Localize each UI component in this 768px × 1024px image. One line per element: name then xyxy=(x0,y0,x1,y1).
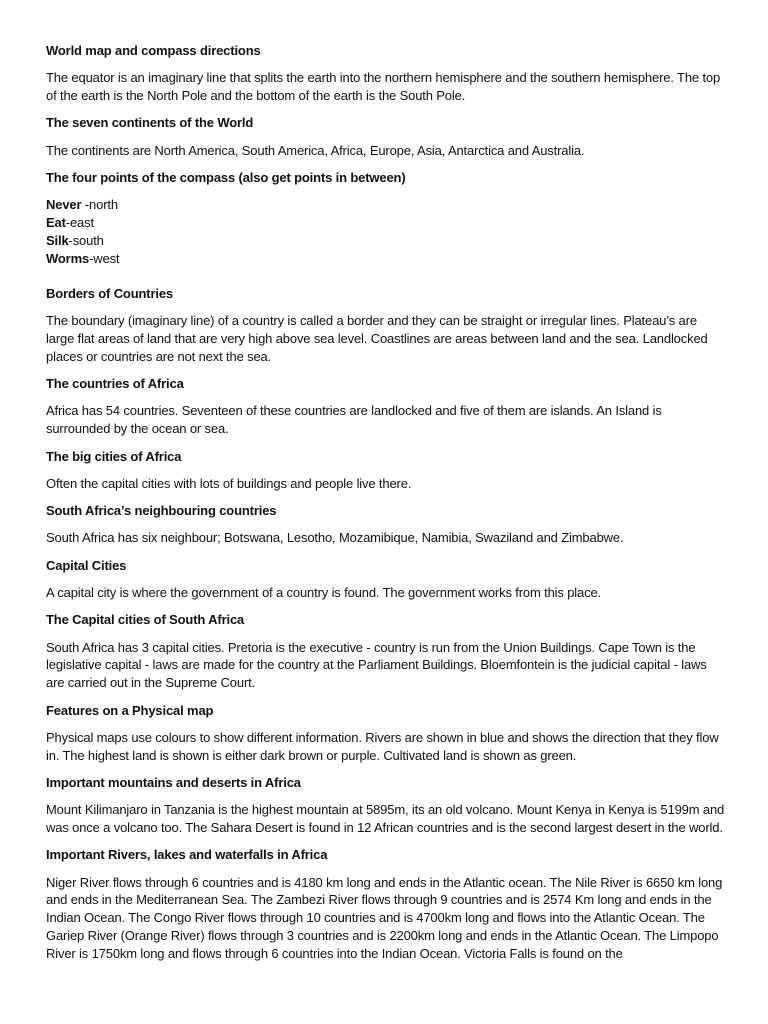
section-heading: South Africa’s neighbouring countries xyxy=(46,503,277,519)
section-heading: The Capital cities of South Africa xyxy=(46,612,245,628)
section-paragraph: Niger River flows through 6 countries and is 4180 km long and ends in the Atlantic ocean. The Nile River is 6650 km long and ends in the Mediterranean Sea. The Zambezi River flows through 9 countries and is 2574 Km long and ends in the Indian Ocean. The Congo River flows through 10 countries and is 4700km long and flows into the Atlantic Ocean. The Gariep River (Orange River) flows through 3 countries and is 2200km long and ends in the Atlantic Ocean. The Limpopo River is 1750km long and flows through 6 countries into the Indian Ocean. Victoria Falls is found on the xyxy=(46,874,723,961)
section-paragraph: Mount Kilimanjaro in Tanzania is the highest mountain at 5895m, its an old volcano. Mount Kenya in Kenya is 5199m and was once a volcano too. The Sahara Desert is found in 12 African countries and is the second largest desert in the world. xyxy=(46,802,725,835)
section-paragraph: A capital city is where the government of a country is found. The government works from this place. xyxy=(46,585,602,601)
section-heading: The big cities of Africa xyxy=(46,448,182,464)
section-heading: World map and compass directions xyxy=(46,43,261,58)
section-paragraph: South Africa has 3 capital cities. Pretoria is the executive - country is run from the Union Buildings. Cape Town is the legislative capital - laws are made for the country at the Parliament Buildings. Bloemfontein is the judicial capital - laws are carried out in the Supreme Court. xyxy=(46,639,707,691)
mnemonic-word: Silk xyxy=(46,232,69,248)
section-heading: Features on a Physical map xyxy=(46,702,214,718)
section-paragraph: Africa has 54 countries. Seventeen of these countries are landlocked and five of them are islands. An Island is surrounded by the ocean or sea. xyxy=(46,403,662,437)
compass-direction: -north xyxy=(84,197,118,213)
section-paragraph: The equator is an imaginary line that splits the earth into the northern hemisphere and the southern hemisphere. The top of the earth is the North Pole and the bottom of the earth is the South Pole. xyxy=(46,70,721,104)
compass-mnemonic-item xyxy=(46,232,726,250)
section-heading: Important mountains and deserts in Africa xyxy=(46,774,301,790)
section-heading: Borders of Countries xyxy=(46,285,174,301)
section-paragraph: The boundary (imaginary line) of a country is called a border and they can be straight or irregular lines. Plateau’s are large flat areas of land that are very high above sea level. Coastlines are areas between land and the sea. Landlocked places or countries are not next the sea. xyxy=(46,313,708,364)
section-paragraph: Physical maps use colours to show different information. Rivers are shown in blue and shows the direction that they flow in. The highest land is shown is either dark brown or purple. Cultivated land is shown as green. xyxy=(46,729,719,763)
section-heading: The countries of Africa xyxy=(46,376,184,392)
mnemonic-word: Eat xyxy=(46,215,66,231)
mnemonic-word: Never xyxy=(46,197,85,213)
spacer xyxy=(46,277,726,285)
compass-direction: -west xyxy=(89,250,120,266)
section-heading: The seven continents of the World xyxy=(46,115,254,131)
mnemonic-word: Worms xyxy=(46,250,90,266)
document-page xyxy=(46,42,726,972)
compass-mnemonic-item xyxy=(46,250,726,268)
section-paragraph: Often the capital cities with lots of buildings and people live there. xyxy=(46,475,412,491)
compass-direction: -east xyxy=(65,215,94,231)
section-paragraph: The continents are North America, South America, Africa, Europe, Asia, Antarctica and Australia. xyxy=(46,142,585,158)
section-heading: Important Rivers, lakes and waterfalls in Africa xyxy=(46,847,328,863)
section-heading: Capital Cities xyxy=(46,557,127,573)
compass-direction: -south xyxy=(68,232,104,248)
compass-mnemonic-item xyxy=(46,196,726,214)
compass-mnemonic-item xyxy=(46,214,726,232)
section-paragraph: South Africa has six neighbour; Botswana, Lesotho, Mozamibique, Namibia, Swaziland and Zimbabwe. xyxy=(46,530,624,546)
compass-mnemonic-list xyxy=(46,196,726,267)
section-heading: The four points of the compass (also get points in between) xyxy=(46,169,406,185)
